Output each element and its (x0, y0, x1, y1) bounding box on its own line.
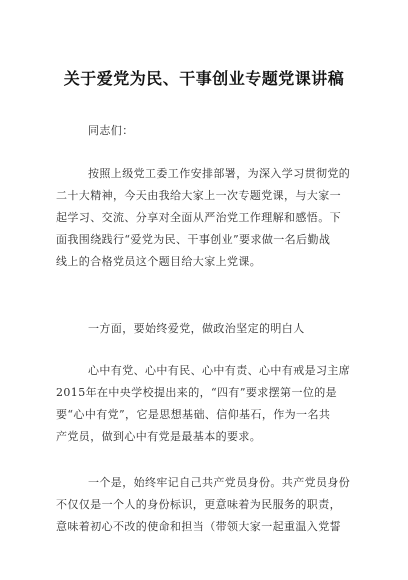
section-heading (56, 318, 356, 340)
document-title: 关于爱党为民、干事创业专题党课讲稿 (63, 69, 345, 88)
paragraph-1 (56, 163, 356, 273)
paragraph-line: 不仅仅是一个人的身份标识，更意味着为民服务的职责， (56, 498, 341, 511)
paragraph-line: 2015年在中央学校提出来的，“四有”要求摆第一位的是 (56, 386, 338, 399)
paragraph-line: 产党员，做到心中有党是最基本的要求。 (56, 430, 262, 443)
greeting: 同志们： (88, 124, 134, 137)
paragraph-4 (56, 472, 356, 538)
paragraph-line: 一个是，始终牢记自己共产党员身份。共产党员身份 (88, 476, 351, 489)
paragraph-line: 意味着初心不改的使命和担当（带领大家一起重温入党誓 (56, 520, 341, 533)
paragraph-line: 按照上级党工委工作安排部署，为深入学习贯彻党的 (88, 167, 351, 180)
paragraph-line: 二十大精神，今天由我给大家上一次专题党课，与大家一 (56, 189, 341, 202)
paragraph-line: 一方面，要始终爱党，做政治坚定的明白人 (88, 322, 305, 335)
paragraph-line: 要“心中有党”，它是思想基础、信仰基石，作为一名共 (56, 408, 331, 421)
paragraph-3 (56, 360, 356, 448)
paragraph-line: 面我围绕践行“爱党为民、干事创业”要求做一名后勤战 (56, 233, 331, 246)
paragraph-line: 心中有党、心中有民、心中有责、心中有戒是习主席 (88, 364, 351, 377)
paragraph-line: 起学习、交流、分享对全面从严治党工作理解和感悟。下 (56, 211, 341, 224)
paragraph-line: 线上的合格党员这个题目给大家上党课。 (56, 255, 262, 268)
